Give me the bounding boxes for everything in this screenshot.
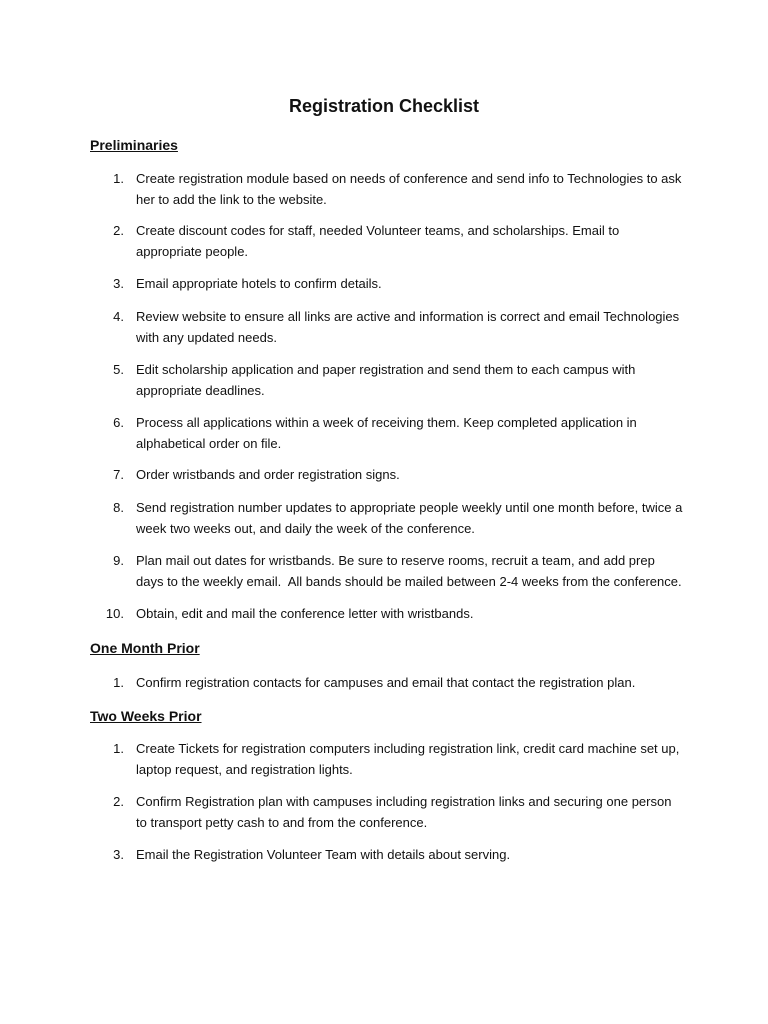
item-number: 4. (113, 309, 124, 324)
item-text: Order wristbands and order registration signs. (136, 467, 400, 482)
item-text: Obtain, edit and mail the conference letter with wristbands. (136, 606, 474, 621)
section-heading-two-weeks-prior: Two Weeks Prior (90, 708, 202, 724)
item-number: 1. (113, 171, 124, 186)
item-number: 3. (113, 276, 124, 291)
section-heading-preliminaries: Preliminaries (90, 137, 178, 153)
item-text: Create registration module based on needs of conference and send info to Technologies to ask her to add the link to the website. (136, 171, 686, 207)
item-text: Send registration number updates to appropriate people weekly until one month before, twice a week two weeks out, and daily the week of the conference. (136, 500, 686, 536)
item-text: Review website to ensure all links are active and information is correct and email Technologies with any updated needs. (136, 309, 683, 345)
item-text: Email the Registration Volunteer Team with details about serving. (136, 847, 511, 862)
item-number: 5. (113, 362, 124, 377)
item-number: 2. (113, 223, 124, 238)
item-number: 9. (113, 553, 124, 568)
item-number: 1. (113, 675, 124, 690)
item-number: 6. (113, 415, 124, 430)
item-text: Email appropriate hotels to confirm details. (136, 276, 382, 291)
section-heading-one-month-prior: One Month Prior (90, 640, 200, 656)
item-text: Process all applications within a week of receiving them. Keep completed application in alphabetical order on file. (136, 415, 641, 451)
item-text: Edit scholarship application and paper registration and send them to each campus with appropriate deadlines. (136, 362, 639, 398)
item-text: Confirm Registration plan with campuses including registration links and securing one person to transport petty cash to and from the conference. (136, 794, 676, 830)
item-number: 7. (113, 467, 124, 482)
item-number: 3. (113, 847, 124, 862)
item-text: Confirm registration contacts for campuses and email that contact the registration plan. (136, 675, 636, 690)
item-text: Plan mail out dates for wristbands. Be sure to reserve rooms, recruit a team, and add prep days to the weekly email. All bands should be mailed between 2-4 weeks from the conference. (136, 553, 682, 589)
document-title: Registration Checklist (288, 96, 480, 116)
item-number: 1. (113, 741, 124, 756)
item-number: 8. (113, 500, 124, 515)
item-text: Create Tickets for registration computers including registration link, credit card machine set up, laptop request, and registration lights. (136, 741, 683, 777)
item-number: 2. (113, 794, 124, 809)
item-number: 10. (105, 606, 124, 621)
item-text: Create discount codes for staff, needed Volunteer teams, and scholarships. Email to appropriate people. (136, 223, 623, 259)
